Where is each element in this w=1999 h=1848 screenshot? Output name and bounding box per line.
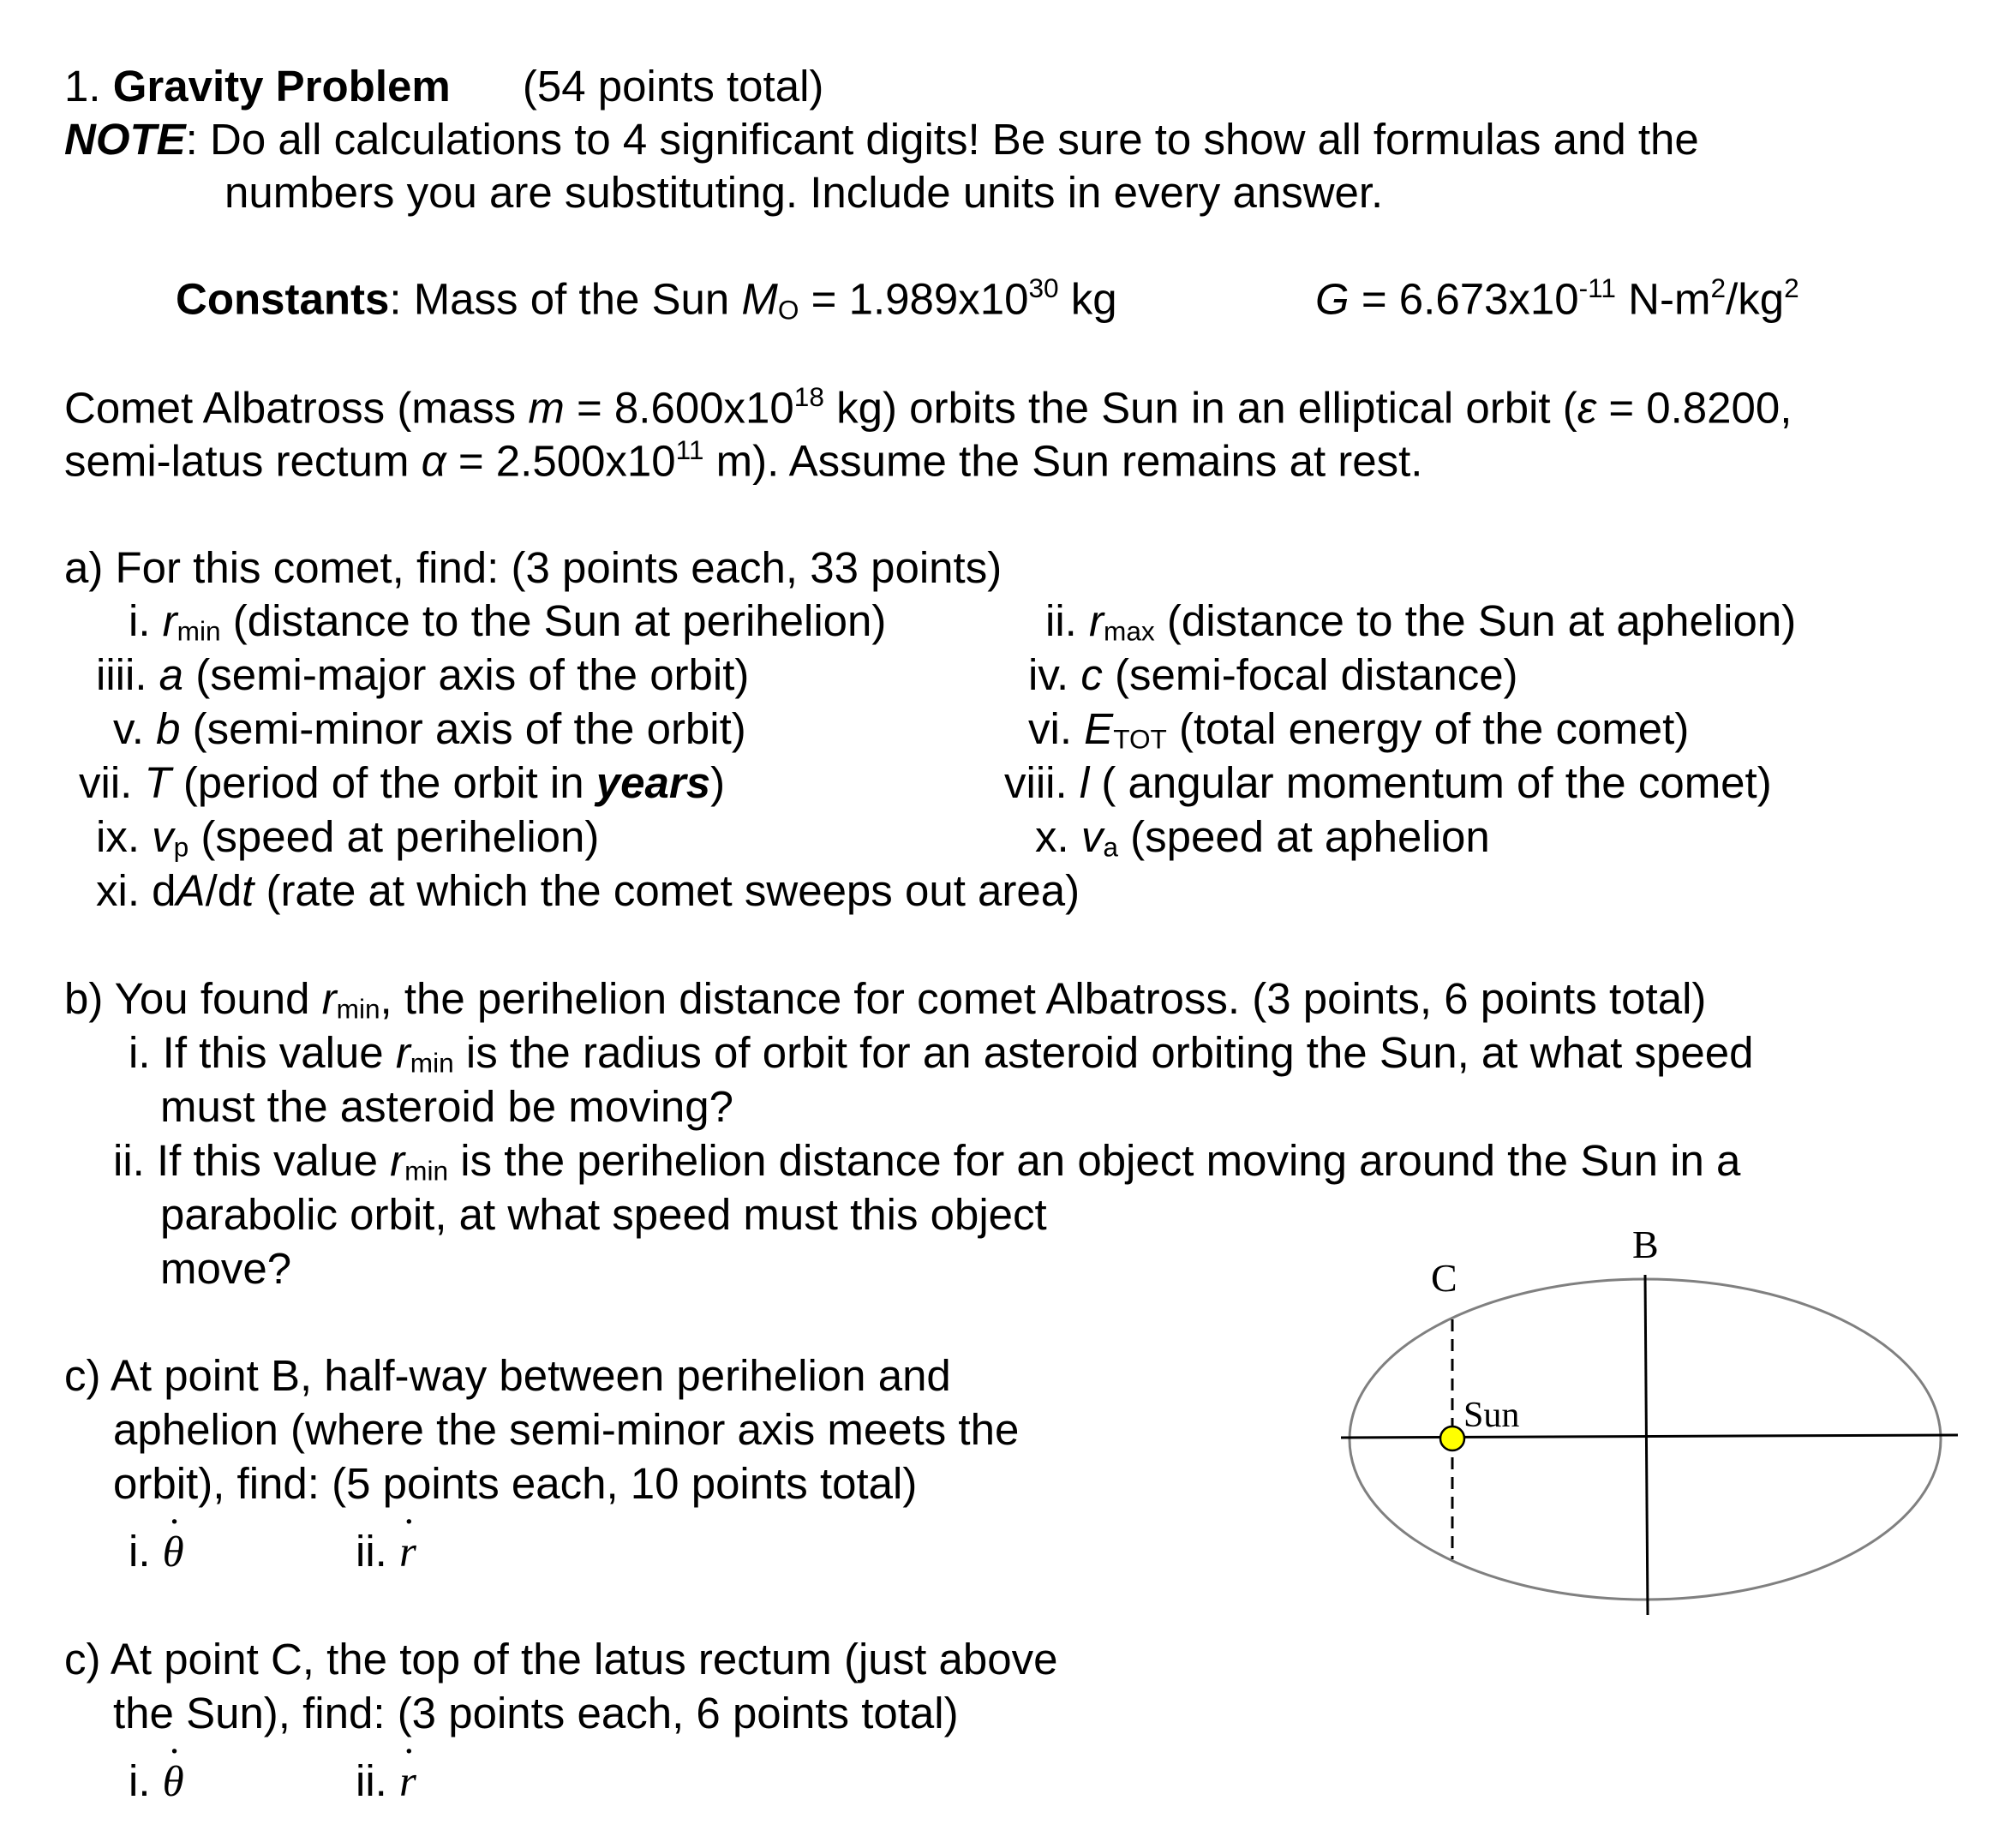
- minor-axis-line: [1645, 1275, 1648, 1615]
- part-a-item-2: ii. rmax (distance to the Sun at aphelion): [1045, 596, 1797, 647]
- part-a-item-4: iv. c (semi-focal distance): [1028, 650, 1518, 699]
- orbit-diagram: [1311, 1217, 1971, 1628]
- part-c2-line-1: c) At point C, the top of the latus rectum (just above: [64, 1635, 1058, 1684]
- part-b-item-2-end: move?: [160, 1244, 292, 1293]
- label-c: C: [1431, 1256, 1457, 1300]
- part-a-item-9: ix. vp (speed at perihelion): [96, 812, 600, 863]
- part-a-item-11: xi. dA/dt (rate at which the comet sweeps out area): [96, 866, 1080, 915]
- r-dot-symbol: ˙ r: [399, 1527, 416, 1579]
- part-a-item-1: i. rmin (distance to the Sun at perihelion): [129, 596, 887, 647]
- part-c2-item-1: i. ˙ θ: [129, 1755, 184, 1809]
- part-b-item-2: ii. If this value rmin is the perihelion distance for an object moving around the Sun in a: [113, 1136, 1741, 1187]
- part-a-heading: a) For this comet, find: (3 points each, 33 points): [64, 543, 1002, 592]
- part-a-item-6: vi. ETOT (total energy of the comet): [1028, 704, 1690, 755]
- part-c2-item-2: ii. ˙ r: [356, 1755, 416, 1809]
- sun-marker: [1440, 1426, 1464, 1450]
- intro-line-2: semi-latus rectum $\alpha = 2.500x10^{11}$ m). Assume the Sun remains at rest.: [64, 434, 1423, 486]
- r-dot-symbol: ˙ r: [399, 1756, 416, 1809]
- intro-line-1: Comet Albatross (mass $m = 8.600x10^{18}$ kg) orbits the Sun in an elliptical orbit (ε = 0.8200,: [64, 381, 1793, 433]
- problem-points: (54 points total): [522, 62, 824, 111]
- part-b-item-1-cont: must the asteroid be moving?: [160, 1082, 734, 1131]
- theta-dot-symbol: ˙ θ: [163, 1527, 184, 1579]
- constants-gravitational: $G = 6.673x10^{-11}$ $N-m^2/kg^2$: [1315, 272, 1799, 324]
- part-c1-line-2: aphelion (where the semi-minor axis meets the: [113, 1405, 1020, 1454]
- part-c1-item-1: i. ˙ θ: [129, 1525, 184, 1579]
- part-c1-line-1: c) At point B, half-way between perihelion and: [64, 1351, 951, 1400]
- note-label: NOTE: [64, 115, 186, 164]
- constants-sun-mass: Constants: Mass of the Sun MO = $1.989x10^{30}$ kg: [176, 272, 1117, 326]
- note-line-2: numbers you are substituting. Include units in every answer.: [224, 168, 1384, 217]
- part-a-item-8: viii. l ( angular momentum of the comet): [1004, 758, 1772, 807]
- part-c1-line-3: orbit), find: (5 points each, 10 points total): [113, 1459, 918, 1508]
- major-axis-line: [1341, 1435, 1958, 1438]
- problem-heading: [64, 60, 823, 112]
- label-b: B: [1632, 1223, 1659, 1266]
- problem-title: Gravity Problem: [112, 62, 451, 111]
- note-line-1: NOTE: Do all calculations to 4 significant digits! Be sure to show all formulas and the: [64, 115, 1699, 164]
- part-b-heading: b) You found rmin, the perihelion distance for comet Albatross. (3 points, 6 points total): [64, 974, 1707, 1025]
- label-sun: Sun: [1463, 1396, 1520, 1435]
- part-a-item-3: iiii. a (semi-major axis of the orbit): [96, 650, 750, 699]
- part-a-item-7: vii. T (period of the orbit in years): [79, 758, 726, 807]
- theta-dot-symbol: ˙ θ: [163, 1756, 184, 1809]
- part-b-item-2-cont: parabolic orbit, at what speed must this object: [160, 1190, 1047, 1239]
- part-a-item-10: x. va (speed at aphelion: [1035, 812, 1490, 863]
- part-b-item-1: i. If this value rmin is the radius of orbit for an asteroid orbiting the Sun, at what speed: [129, 1028, 1754, 1079]
- problem-number: 1.: [64, 62, 101, 111]
- part-a-item-5: v. b (semi-minor axis of the orbit): [113, 704, 746, 753]
- part-c1-item-2: ii. ˙ r: [356, 1525, 416, 1579]
- constants-label: Constants: [176, 274, 390, 324]
- part-c2-line-2: the Sun), find: (3 points each, 6 points total): [113, 1689, 959, 1737]
